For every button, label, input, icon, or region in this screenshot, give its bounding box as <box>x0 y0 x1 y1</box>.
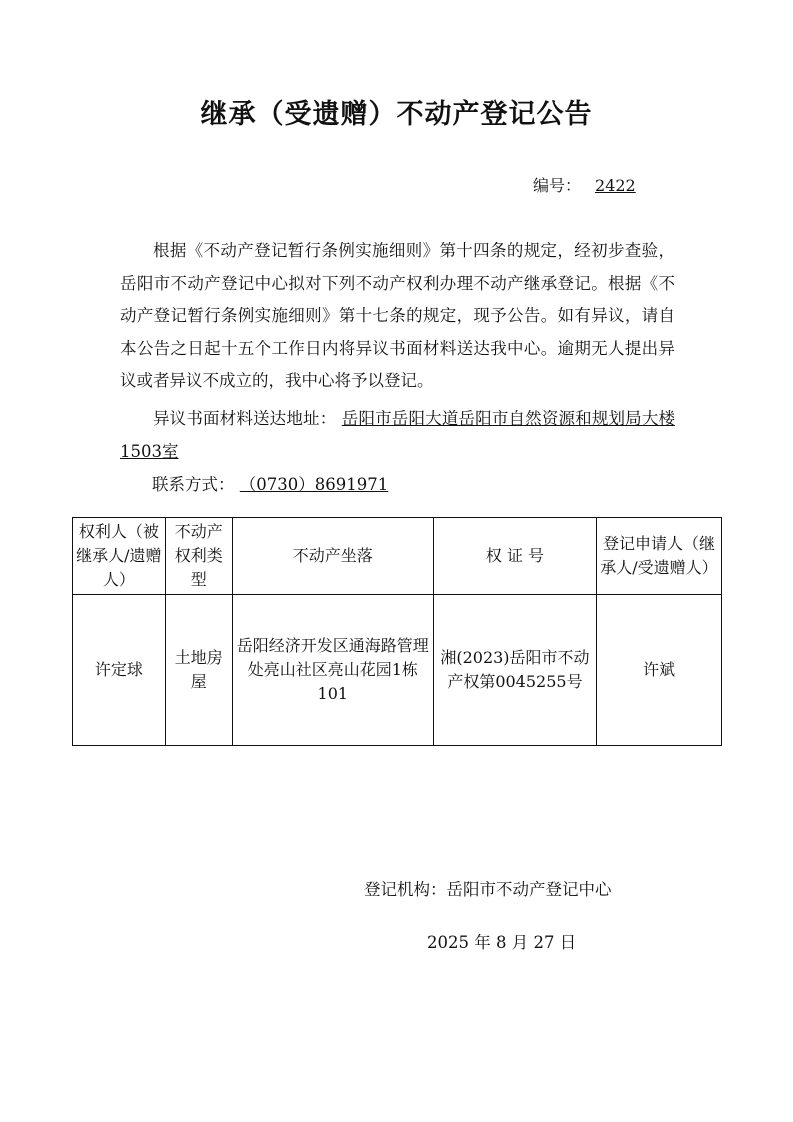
contact-value: （0730）8691971 <box>239 475 389 494</box>
objection-address-label: 异议书面材料送达地址： <box>153 409 337 428</box>
notice-paragraph: 根据《不动产登记暂行条例实施细则》第十四条的规定，经初步查验，岳阳市不动产登记中心拟对下列不动产权利办理不动产继承登记。根据《不动产登记暂行条例实施细则》第十七条的规定，现予公告。如有异议，请自本公告之日起十五个工作日内将异议书面材料送达我中心。逾期无人提出异议或者异议不成立的，我中心将予以登记。 <box>120 241 675 390</box>
contact-info <box>152 469 707 502</box>
issuer <box>364 876 612 900</box>
issuer-label: 登记机构： <box>364 880 447 899</box>
page-title: 继承（受遗赠）不动产登记公告 <box>200 99 593 130</box>
cell-location: 岳阳经济开发区通海路管理处亮山社区亮山花园1栋101 <box>232 595 433 746</box>
table-row <box>73 595 722 746</box>
document-number <box>533 173 636 196</box>
issue-date: 2025 年 8 月 27 日 <box>427 933 577 952</box>
objection-address-value: 岳阳市岳阳大道岳阳市自然资源和规划局大楼1503室 <box>120 409 676 461</box>
cell-right-holder: 许定球 <box>73 595 166 746</box>
header-right-holder: 权利人（被继承人/遗赠人） <box>73 518 166 595</box>
issuer-value: 岳阳市不动产登记中心 <box>446 880 612 899</box>
cell-right-type: 土地房屋 <box>165 595 232 746</box>
cell-certificate-number: 湘(2023)岳阳市不动产权第0045255号 <box>433 595 596 746</box>
contact-label: 联系方式： <box>152 475 235 494</box>
header-applicant: 登记申请人（继承人/受遗赠人） <box>596 518 721 595</box>
property-table <box>72 517 722 746</box>
header-location: 不动产坐落 <box>232 518 433 595</box>
document-number-value: 2422 <box>595 176 636 195</box>
document-number-label: 编号： <box>533 176 582 195</box>
cell-applicant: 许斌 <box>596 595 721 746</box>
header-certificate-number: 权 证 号 <box>433 518 596 595</box>
header-right-type: 不动产权利类型 <box>165 518 232 595</box>
table-header-row <box>73 518 722 595</box>
objection-address <box>120 403 675 468</box>
